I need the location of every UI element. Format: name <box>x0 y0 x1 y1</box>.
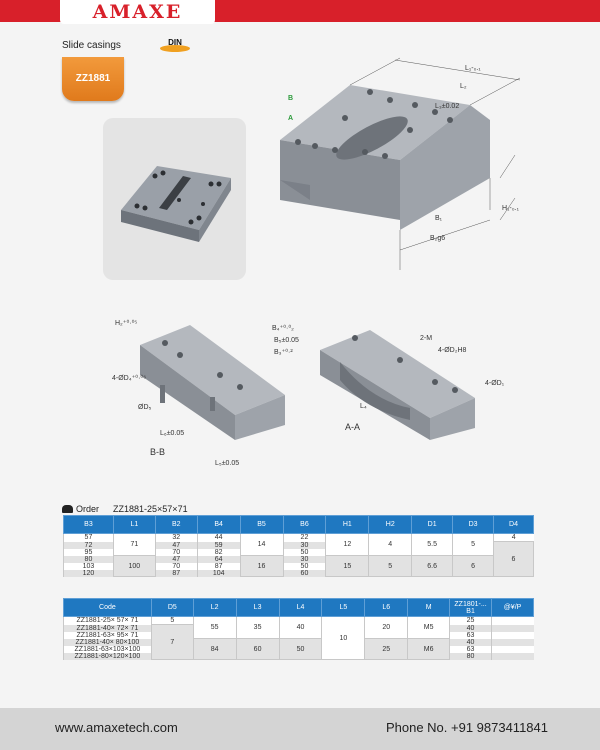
table-cell: 35 <box>236 617 279 639</box>
din-badge-label: DIN <box>168 38 182 47</box>
drawing-label: A <box>288 115 294 122</box>
table-cell: 40 <box>450 639 492 646</box>
product-photo-icon <box>103 118 246 280</box>
drawing-label: ØD₅ <box>138 404 152 411</box>
table-cell: 80 <box>64 556 114 563</box>
table-cell: 44 <box>197 534 240 542</box>
table-cell: ZZ1881-40× 80×100 <box>64 639 152 646</box>
section-title: Slide casings <box>62 40 121 51</box>
table-cell: 5 <box>453 534 494 556</box>
table-cell: ZZ1881-63× 95× 71 <box>64 632 152 639</box>
table-cell: 103 <box>64 563 114 570</box>
dimension-table <box>63 515 534 577</box>
column-header: @¥/P <box>492 599 534 617</box>
column-header: B3 <box>64 516 114 534</box>
price-cell <box>492 653 534 660</box>
table-cell: 50 <box>279 639 322 660</box>
table-cell: 84 <box>193 639 236 660</box>
table-cell: 64 <box>197 556 240 563</box>
column-header: B2 <box>155 516 197 534</box>
left-drawing <box>110 285 290 465</box>
table-cell: 70 <box>155 549 197 556</box>
table-cell: 63 <box>450 646 492 653</box>
column-header: M <box>408 599 450 617</box>
table-cell: 71 <box>113 534 155 556</box>
table-cell: 60 <box>283 570 326 577</box>
column-header: D4 <box>494 516 534 534</box>
order-code: ZZ1881-25×57×71 <box>113 504 188 514</box>
top-drawing <box>270 60 560 275</box>
table-cell: 80 <box>450 653 492 660</box>
product-photo <box>103 118 246 280</box>
table-cell: 40 <box>279 617 322 639</box>
table-cell: 47 <box>155 556 197 563</box>
table-cell: 55 <box>193 617 236 639</box>
price-cell <box>492 617 534 625</box>
table-cell: 14 <box>240 534 283 556</box>
table-row <box>64 556 534 563</box>
table-cell: 40 <box>450 625 492 632</box>
drawing-label: B-B <box>150 447 166 457</box>
drawing-label: B₂g6 <box>430 235 446 242</box>
table-row <box>64 639 534 646</box>
drawing-label: B₄⁺⁰·⁰₂ <box>272 325 294 332</box>
right-drawing <box>272 290 515 455</box>
drawing-label: B₅±0.05 <box>274 337 299 344</box>
table-cell: 7 <box>151 625 193 660</box>
table-cell: 16 <box>240 556 283 577</box>
drawing-label: L₂ <box>460 83 467 90</box>
table-cell: M5 <box>408 617 450 639</box>
column-header: L1 <box>113 516 155 534</box>
column-header: D5 <box>151 599 193 617</box>
column-header: L2 <box>193 599 236 617</box>
table-cell: M6 <box>408 639 450 660</box>
phone-icon <box>62 505 73 513</box>
table-cell: 6 <box>453 556 494 577</box>
table-cell: 15 <box>326 556 369 577</box>
drawing-label: B₁ <box>435 215 443 222</box>
table-cell: 32 <box>155 534 197 542</box>
table-row <box>64 534 534 542</box>
drawing-label: L₃±0.02 <box>435 103 460 110</box>
table-cell: 100 <box>113 556 155 577</box>
table-cell: 30 <box>283 542 326 549</box>
drawing-label: H₁-₀.₁ <box>502 205 519 212</box>
table-cell: 12 <box>326 534 369 556</box>
column-header: D1 <box>412 516 453 534</box>
table-cell: 10 <box>322 617 365 660</box>
table-cell: 59 <box>197 542 240 549</box>
table-cell: ZZ1881-25× 57× 71 <box>64 617 152 625</box>
table-cell: 82 <box>197 549 240 556</box>
table-cell: 70 <box>155 563 197 570</box>
website-link[interactable]: www.amaxetech.com <box>55 720 178 735</box>
column-header: L3 <box>236 599 279 617</box>
column-header: H1 <box>326 516 369 534</box>
column-header: L6 <box>365 599 408 617</box>
column-header: B6 <box>283 516 326 534</box>
column-header: Code <box>64 599 152 617</box>
table-cell: 57 <box>64 534 114 542</box>
price-cell <box>492 646 534 653</box>
column-header: B4 <box>197 516 240 534</box>
table-cell: 72 <box>64 542 114 549</box>
table-cell: 60 <box>236 639 279 660</box>
table-cell: 6.6 <box>412 556 453 577</box>
drawing-label: B <box>288 95 294 102</box>
table-cell: 95 <box>64 549 114 556</box>
drawing-label: 2-M <box>420 335 433 342</box>
din-badge <box>160 38 190 52</box>
table-cell: ZZ1881-80×120×100 <box>64 653 152 660</box>
table-cell: 6 <box>494 542 534 577</box>
drawing-label: L₅±0.05 <box>215 460 240 467</box>
table-cell: ZZ1881-40× 72× 71 <box>64 625 152 632</box>
column-header: D3 <box>453 516 494 534</box>
table-cell: 50 <box>283 549 326 556</box>
drawing-label: H₂⁺⁰·⁰⁵ <box>115 320 138 327</box>
drawing-label: A-A <box>345 422 361 432</box>
table-cell: 120 <box>64 570 114 577</box>
table-row <box>64 617 534 625</box>
table-cell: 4 <box>494 534 534 542</box>
drawing-label: 4-ØD₁ <box>485 380 505 387</box>
table-cell: 63 <box>450 632 492 639</box>
order-line <box>62 504 188 514</box>
column-header: B5 <box>240 516 283 534</box>
table-cell: 50 <box>283 563 326 570</box>
column-header: ZZ1801-... B1 <box>450 599 492 617</box>
column-header: L4 <box>279 599 322 617</box>
table-cell: 22 <box>283 534 326 542</box>
phone-number: Phone No. +91 9873411841 <box>385 720 548 735</box>
drawing-label: L₄ <box>360 403 367 410</box>
drawing-label: L₁-₀.₁ <box>465 65 481 72</box>
price-cell <box>492 632 534 639</box>
brand-logo[interactable] <box>60 0 215 24</box>
drawing-label: B₃⁺⁰·² <box>274 349 293 356</box>
table-cell: 5 <box>151 617 193 625</box>
drawing-label: L₆±0.05 <box>160 430 185 437</box>
price-cell <box>492 625 534 632</box>
table-cell: 25 <box>450 617 492 625</box>
drawing-label: 4-ØD₂H8 <box>438 347 467 354</box>
table-cell: ZZ1881-63×103×100 <box>64 646 152 653</box>
column-header: L5 <box>322 599 365 617</box>
model-tab <box>62 57 124 101</box>
footer <box>0 708 600 750</box>
table-cell: 20 <box>365 617 408 639</box>
drawing-label: 4-ØD₄⁺⁰·⁰⁶ <box>112 375 147 382</box>
table-cell: 87 <box>155 570 197 577</box>
table-cell: 5.5 <box>412 534 453 556</box>
table-cell: 5 <box>369 556 412 577</box>
order-label: Order <box>76 504 100 514</box>
table-cell: 4 <box>369 534 412 556</box>
table-cell: 87 <box>197 563 240 570</box>
code-table <box>63 598 534 660</box>
table-cell: 104 <box>197 570 240 577</box>
model-number: ZZ1881 <box>75 73 111 84</box>
table-cell: 47 <box>155 542 197 549</box>
table-cell: 30 <box>283 556 326 563</box>
brand-name: AMAXE <box>92 1 183 23</box>
price-cell <box>492 639 534 646</box>
column-header: H2 <box>369 516 412 534</box>
table-cell: 25 <box>365 639 408 660</box>
